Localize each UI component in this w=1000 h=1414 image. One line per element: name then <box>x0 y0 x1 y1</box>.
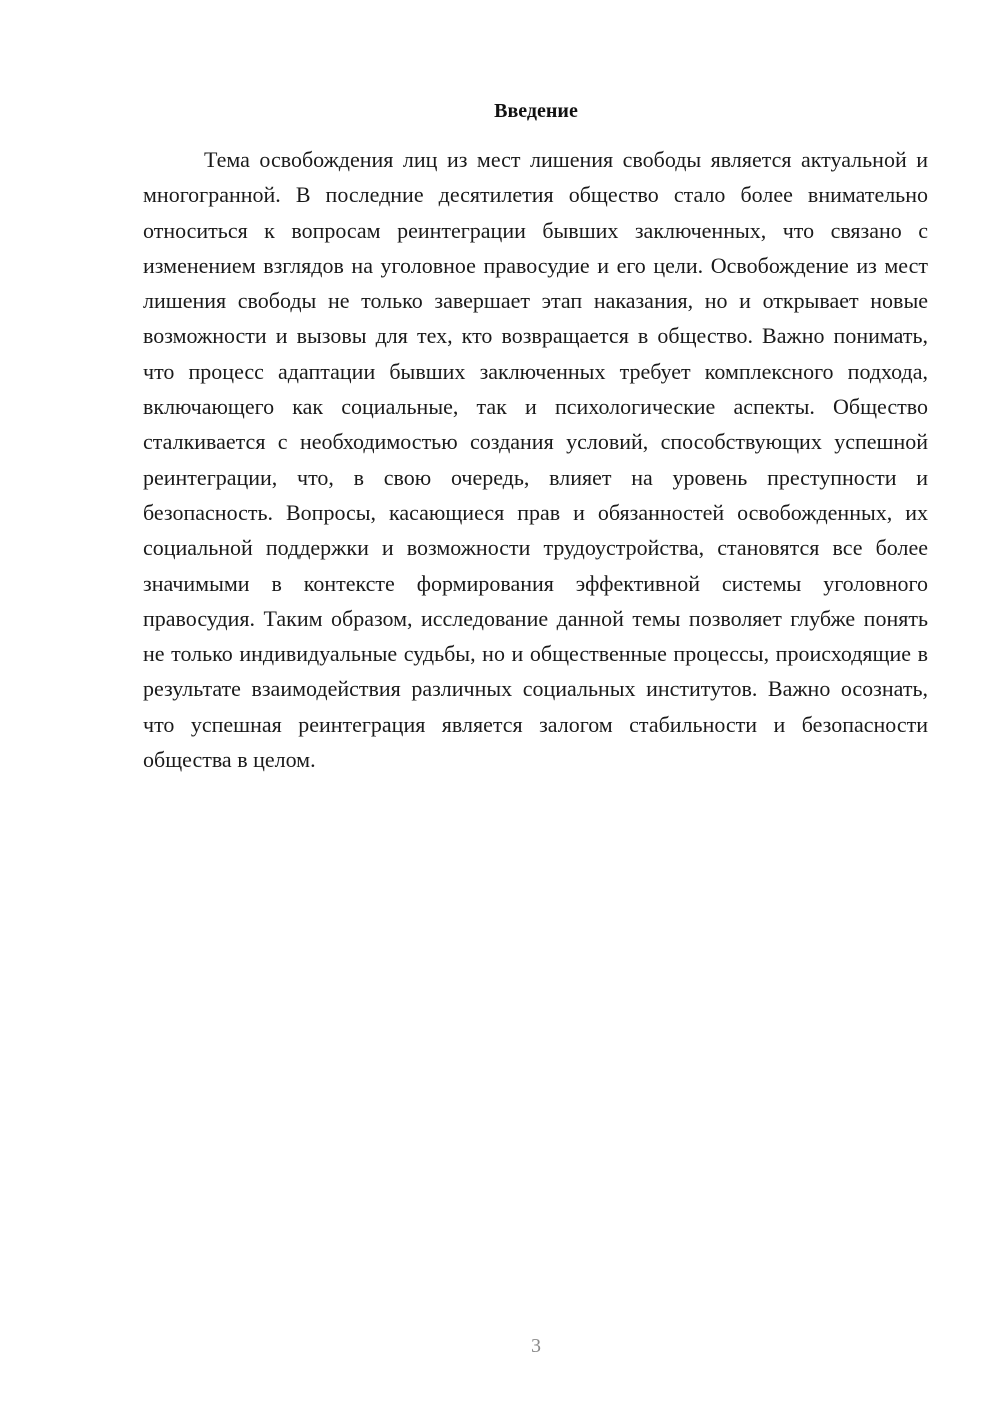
body-paragraph: Тема освобождения лиц из мест лишения свободы является актуальной и многогранной. В последние десятилетия общество стало более внимательно относиться к вопросам реинтеграции бывших заключенных, что связано с изменением взглядов на уголовное правосудие и его цели. Освобождение из мест лишения свободы не только завершает этап наказания, но и открывает новые возможности и вызовы для тех, кто возвращается в общество. Важно понимать, что процесс адаптации бывших заключенных требует комплексного подхода, включающего как социальные, так и психологические аспекты. Общество сталкивается с необходимостью создания условий, способствующих успешной реинтеграции, что, в свою очередь, влияет на уровень преступности и безопасность. Вопросы, касающиеся прав и обязанностей освобожденных, их социальной поддержки и возможности трудоустройства, становятся все более значимыми в контексте формирования эффективной системы уголовного правосудия. Таким образом, исследование данной темы позволяет глубже понять не только индивидуальные судьбы, но и общественные процессы, происходящие в результате взаимодействия различных социальных институтов. Важно осознать, что успешная реинтеграция является залогом стабильности и безопасности общества в целом. <box>143 147 928 773</box>
page-number: 3 <box>531 1335 541 1357</box>
section-heading: Введение <box>494 100 578 122</box>
